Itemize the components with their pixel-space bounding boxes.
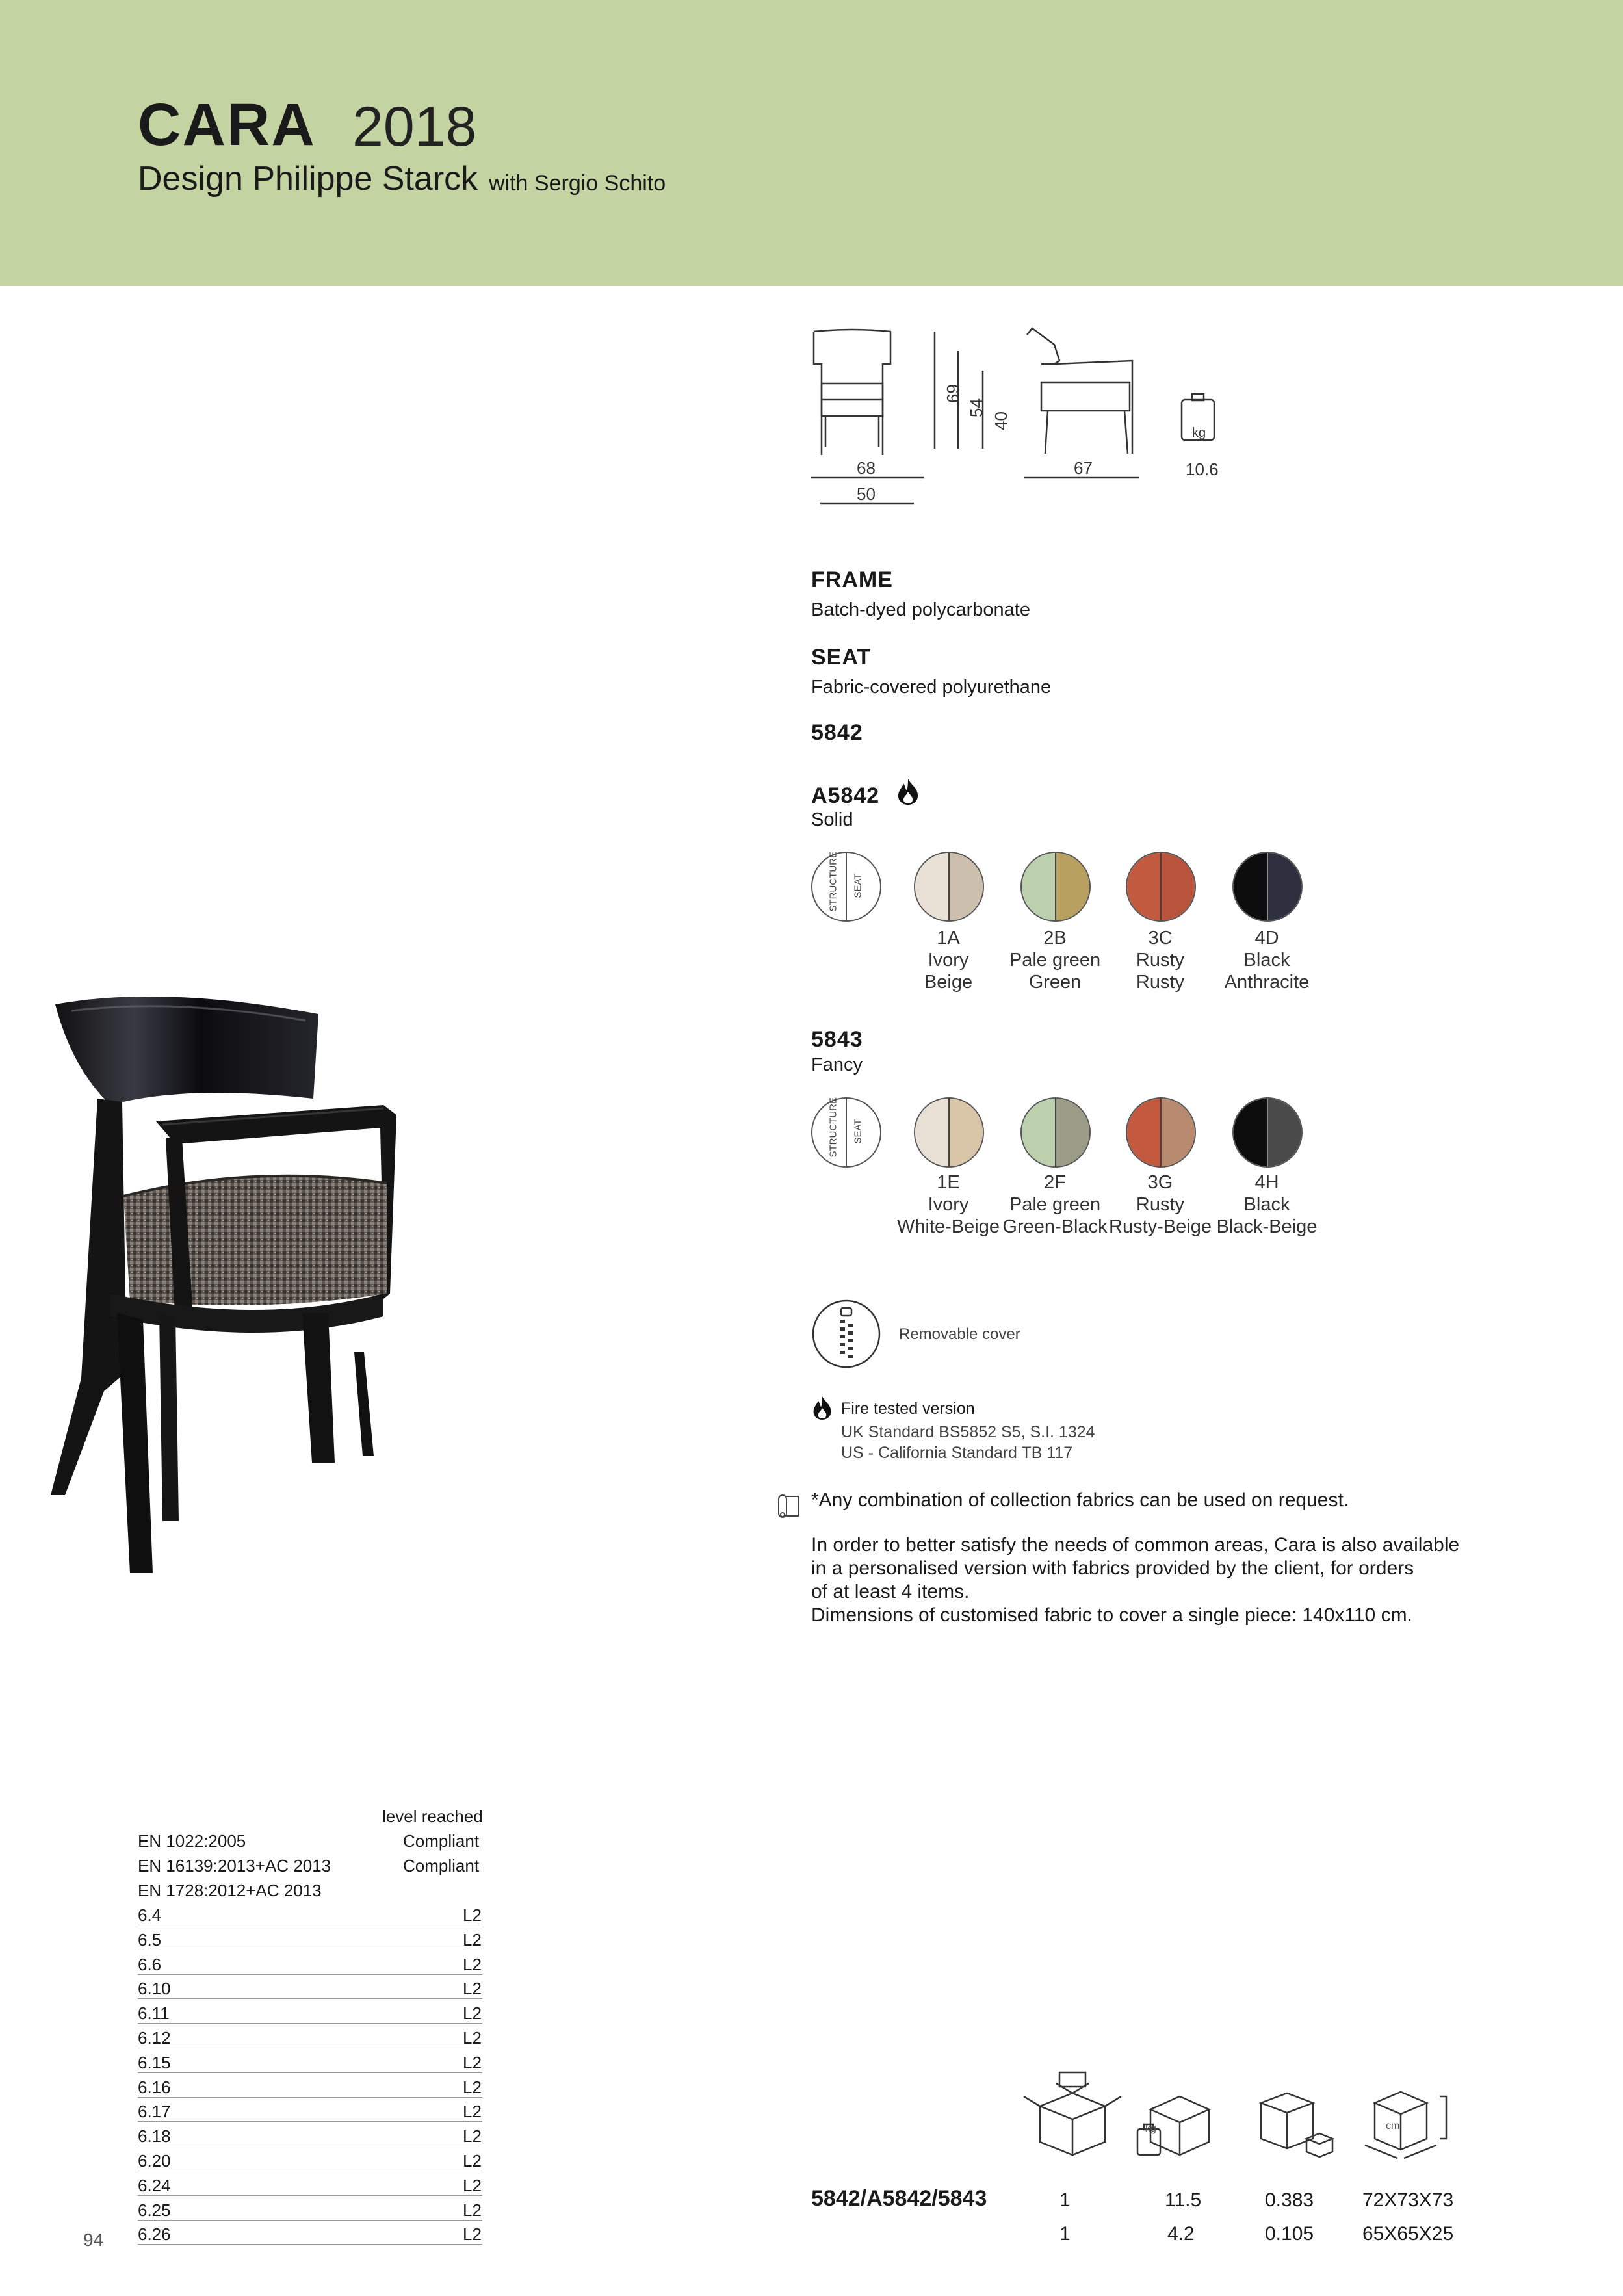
standard-name: EN 1728:2012+AC 2013 (138, 1881, 322, 1900)
row-divider (138, 2097, 482, 2098)
test-clause: 6.26 (138, 2224, 171, 2245)
swatch-structure-name: Black (1243, 950, 1290, 971)
test-clause: 6.12 (138, 2028, 171, 2048)
test-clause: 6.24 (138, 2175, 171, 2195)
frame-heading: FRAME (811, 567, 893, 592)
pack-cm-label: cm (1386, 2120, 1400, 2132)
code-main: 5842 (811, 720, 863, 745)
swatch-code: 2F (1044, 1172, 1066, 1193)
custom-fabric-note (811, 1533, 1459, 1627)
row-divider (138, 1974, 482, 1975)
swatch-1A-caption (887, 927, 1010, 993)
test-level: L2 (463, 2077, 482, 2097)
swatch-seat-name: Anthracite (1224, 972, 1310, 993)
solid-code: A5842 (811, 783, 880, 808)
swatch-structure-name: Black (1243, 1194, 1290, 1215)
solid-label: Solid (811, 809, 853, 830)
standard-name: EN 1022:2005 (138, 1831, 246, 1851)
pack-size: 72X73X73 (1362, 2189, 1454, 2211)
row-divider (138, 2195, 482, 2196)
product-year: 2018 (352, 96, 477, 158)
swatch-seat-name: White-Beige (897, 1216, 1000, 1237)
swatch-code: 3C (1148, 928, 1173, 948)
swatch-code: 4D (1254, 928, 1279, 948)
test-clause: 6.18 (138, 2126, 171, 2146)
test-clause: 6.10 (138, 1979, 171, 1999)
flame-icon (896, 777, 920, 806)
swatch-4D-caption (1205, 927, 1329, 993)
test-level: L2 (463, 2003, 482, 2024)
swatch-structure-name: Ivory (928, 950, 969, 971)
test-level: L2 (463, 1929, 482, 1950)
packaging-codes: 5842/A5842/5843 (811, 2186, 987, 2211)
frame-text: Batch-dyed polycarbonate (811, 599, 1030, 620)
test-level: L2 (463, 2126, 482, 2146)
swatch-seat-name: Beige (924, 972, 973, 993)
dim-depth: 67 (1074, 458, 1093, 478)
row-divider (138, 2244, 482, 2245)
swatch-3G-caption (1098, 1171, 1222, 1238)
swatch-3C[interactable] (1126, 852, 1196, 922)
pack-qty: 1 (1059, 2223, 1071, 2245)
product-title: CARA (138, 92, 316, 158)
fancy-code: 5843 (811, 1027, 863, 1052)
swatch-structure-name: Pale green (1009, 950, 1101, 971)
fancy-label: Fancy (811, 1054, 863, 1075)
test-level: L2 (463, 1979, 482, 1999)
standard-name: EN 16139:2013+AC 2013 (138, 1856, 331, 1875)
swatch-structure-name: Rusty (1136, 1194, 1185, 1215)
test-level: L2 (463, 2102, 482, 2122)
standard-level: Compliant (403, 1831, 480, 1851)
swatch-seat-name: Rusty-Beige (1109, 1216, 1212, 1237)
dim-height-seat: 40 (991, 411, 1011, 430)
collaborator-name: with Sergio Schito (489, 171, 666, 196)
swatch-structure-name: Pale green (1009, 1194, 1101, 1215)
test-clause: 6.5 (138, 1929, 162, 1950)
page-number: 94 (83, 2230, 104, 2250)
flame-icon (811, 1395, 833, 1421)
seat-heading: SEAT (811, 645, 872, 670)
swatch-code: 1E (937, 1172, 960, 1193)
test-clause: 6.4 (138, 1905, 162, 1925)
pack-volume: 0.105 (1265, 2223, 1314, 2245)
packaging-icons (1014, 2067, 1482, 2165)
test-level: L2 (463, 2052, 482, 2072)
structure-seat-legend (811, 852, 881, 922)
dim-width-front: 68 (857, 458, 876, 478)
test-level: L2 (463, 2200, 482, 2220)
zipper-icon (811, 1299, 881, 1369)
note-line: in a personalised version with fabrics provided by the client, for orders (811, 1558, 1414, 1579)
pack-volume: 0.383 (1265, 2189, 1314, 2211)
swatch-code: 3G (1147, 1172, 1173, 1193)
fire-line-uk: UK Standard BS5852 S5, S.I. 1324 (841, 1423, 1095, 1441)
swatch-4D[interactable] (1232, 852, 1303, 922)
pack-weight: 11.5 (1165, 2189, 1202, 2211)
dim-width-seat: 50 (857, 484, 876, 504)
swatch-seat-name: Green-Black (1002, 1216, 1108, 1237)
pack-weight: 4.2 (1167, 2223, 1195, 2245)
swatch-1E-caption (887, 1171, 1010, 1238)
test-clause: 6.15 (138, 2052, 171, 2072)
swatch-seat-name: Rusty (1136, 972, 1185, 993)
fire-line-us: US - California Standard TB 117 (841, 1444, 1073, 1462)
standard-level: Compliant (403, 1856, 480, 1875)
swatch-structure-name: Rusty (1136, 950, 1185, 971)
designer-name: Design Philippe Starck (138, 160, 478, 198)
test-clause: 6.6 (138, 1954, 162, 1974)
row-divider (138, 2072, 482, 2073)
legend-seat: SEAT (852, 873, 864, 898)
note-line: Dimensions of customised fabric to cover a single piece: 140x110 cm. (811, 1604, 1412, 1626)
swatch-1E[interactable] (914, 1097, 984, 1168)
legend-structure: STRUCTURE (827, 1097, 839, 1158)
swatch-structure-name: Ivory (928, 1194, 969, 1215)
combination-note: *Any combination of collection fabrics can be used on request. (811, 1489, 1349, 1511)
removable-cover-label: Removable cover (899, 1325, 1020, 1343)
swatch-2F[interactable] (1020, 1097, 1091, 1168)
swatch-seat-name: Black-Beige (1216, 1216, 1318, 1237)
note-line: of at least 4 items. (811, 1581, 970, 1602)
test-clause: 6.20 (138, 2151, 171, 2171)
swatch-code: 4H (1254, 1172, 1279, 1193)
test-clause: 6.17 (138, 2102, 171, 2122)
dim-height-total: 69 (942, 384, 963, 403)
row-divider (138, 2220, 482, 2221)
swatch-4H[interactable] (1232, 1097, 1303, 1168)
legend-structure: STRUCTURE (827, 852, 839, 912)
note-line: In order to better satisfy the needs of common areas, Cara is also available (811, 1534, 1460, 1556)
swatch-1A[interactable] (914, 852, 984, 922)
legend-seat: SEAT (852, 1119, 864, 1144)
test-level: L2 (463, 1954, 482, 1974)
pack-kg-label: kg (1145, 2123, 1156, 2134)
seat-text: Fabric-covered polyurethane (811, 677, 1052, 698)
test-level: L2 (463, 2028, 482, 2048)
swatch-4H-caption (1205, 1171, 1329, 1238)
swatch-seat-name: Green (1028, 972, 1082, 993)
test-level: L2 (463, 1905, 482, 1925)
swatch-code: 1A (937, 928, 960, 948)
swatch-code: 2B (1043, 928, 1067, 948)
test-level: L2 (463, 2224, 482, 2245)
test-level: L2 (463, 2175, 482, 2195)
row-divider (138, 1998, 482, 1999)
test-clause: 6.25 (138, 2200, 171, 2220)
dim-weight: 10.6 (1186, 460, 1219, 479)
swatch-3G[interactable] (1126, 1097, 1196, 1168)
fire-title: Fire tested version (841, 1400, 975, 1418)
swatch-3C-caption (1098, 927, 1222, 993)
chair-photo (45, 988, 669, 1586)
swatch-2B[interactable] (1020, 852, 1091, 922)
pack-size: 65X65X25 (1362, 2223, 1454, 2245)
row-divider (138, 2023, 482, 2024)
pack-qty: 1 (1059, 2189, 1071, 2211)
test-clause: 6.11 (138, 2003, 170, 2024)
row-divider (138, 2121, 482, 2122)
dim-height-arm: 54 (966, 398, 986, 417)
weight-icon-label: kg (1192, 426, 1206, 440)
fabric-roll-icon (776, 1490, 801, 1520)
test-clause: 6.16 (138, 2077, 171, 2097)
test-level: L2 (463, 2151, 482, 2171)
structure-seat-legend (811, 1097, 881, 1168)
level-header: level reached (382, 1807, 483, 1826)
